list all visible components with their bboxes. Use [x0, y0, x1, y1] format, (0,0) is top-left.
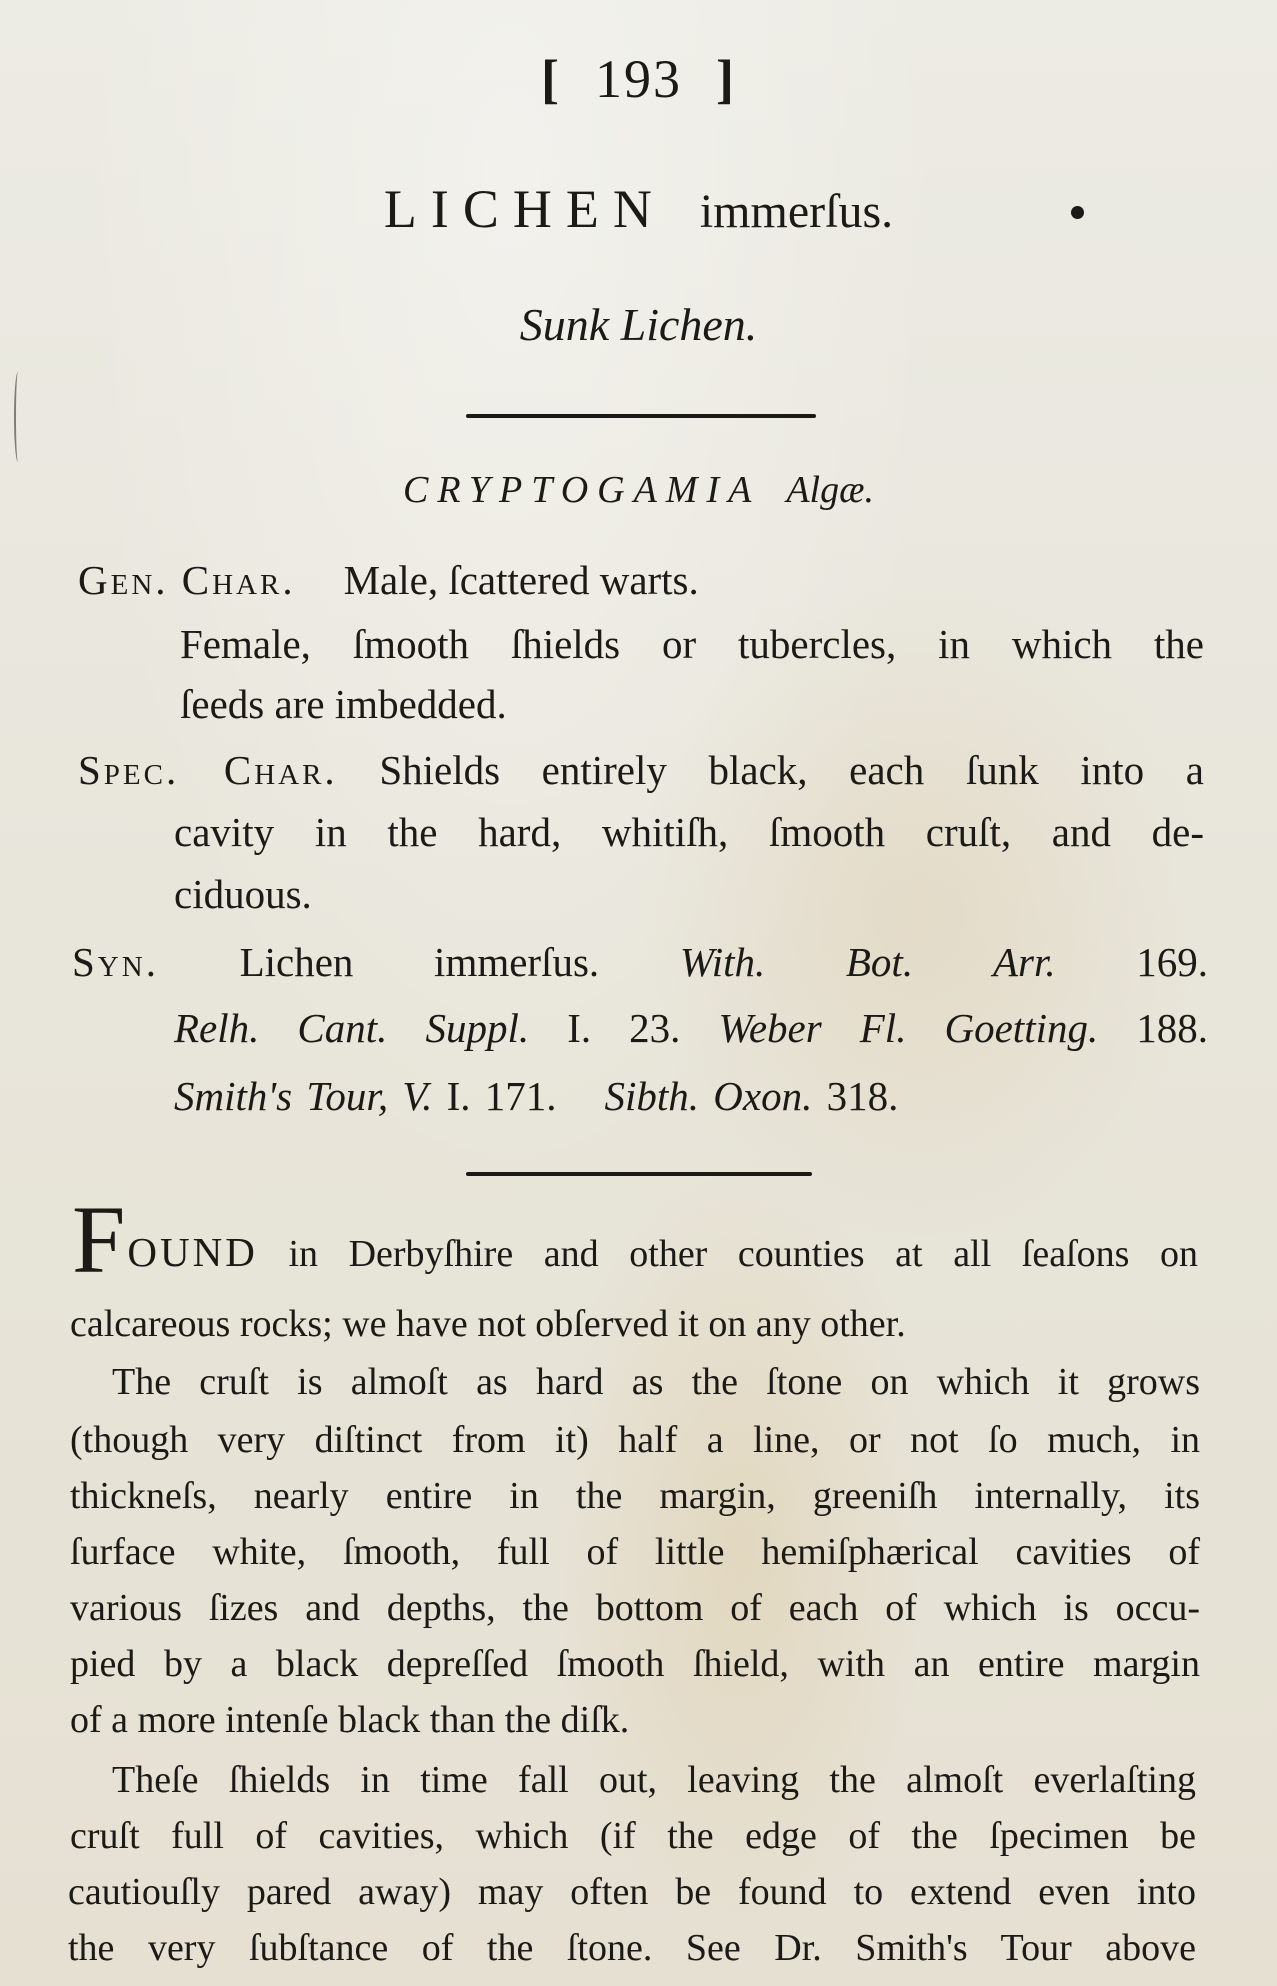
- ink-dot-mark: [1071, 206, 1084, 219]
- classification-class: CRYPTOGAMIA: [403, 469, 761, 511]
- page-number-value: 193: [595, 49, 682, 109]
- species-title: [0, 178, 1277, 240]
- opening-small-caps: OUND: [127, 1229, 258, 1275]
- spec-char-line: ciduous.: [174, 871, 312, 917]
- page-number-open-bracket: [: [541, 49, 561, 109]
- paragraph-3-line: the very ſubſtance of the ſtone. See Dr. Smith's Tour above: [68, 1927, 1196, 1969]
- synonym-reference-work: Weber Fl. Goetting.: [718, 1005, 1099, 1051]
- synonym-reference-work: Smith's Tour, V.: [174, 1073, 433, 1119]
- paragraph-2-line: thickneſs, nearly entire in the margin, greeniſh internally, its: [70, 1475, 1200, 1517]
- spec-char-label: Spec. Char.: [78, 747, 338, 793]
- paragraph-2-line: of a more intenſe black than the diſk.: [70, 1699, 630, 1741]
- species-epithet: immerſus.: [699, 185, 894, 238]
- paragraph-2-line: The cruſt is almoſt as hard as the ſtone on which it grows: [112, 1361, 1200, 1403]
- synonym-reference-work: Sibth. Oxon.: [604, 1073, 813, 1119]
- gen-char-line: Female, ſmooth ſhields or tubercles, in which the: [180, 621, 1204, 667]
- divider-rule-bottom: [466, 1172, 812, 1176]
- gen-char-label: Gen. Char.: [78, 557, 296, 603]
- spec-char-first-line: [78, 746, 1204, 794]
- synonym-reference-work: With. Bot. Arr.: [679, 939, 1056, 985]
- divider-rule-top: [466, 414, 816, 418]
- paragraph-2-line: ſurface white, ſmooth, full of little hemiſphærical cavities of: [70, 1531, 1200, 1573]
- common-name: Sunk Lichen.: [519, 299, 758, 350]
- synonyms-line-3: [174, 1072, 898, 1120]
- genus-name: LICHEN: [383, 179, 666, 239]
- paragraph-3-line: Theſe ſhields in time fall out, leaving the almoſt everlaſting: [112, 1759, 1196, 1801]
- spec-char-line: cavity in the hard, whitiſh, ſmooth cruſt, and de-: [174, 809, 1204, 855]
- spec-char-line: Shields entirely black, each ſunk into a: [379, 747, 1204, 793]
- synonym-reference-page: I. 23.: [567, 1005, 681, 1051]
- paragraph-2-line: various ſizes and depths, the bottom of each of which is occu-: [70, 1587, 1200, 1629]
- paragraph-3-line: cautiouſly pared away) may often be found to extend even into: [68, 1871, 1196, 1913]
- paragraph-3-line: cruſt full of cavities, which (if the edge of the ſpecimen be: [70, 1815, 1196, 1857]
- synonyms-line-1: [72, 938, 1208, 986]
- gen-char-line: Male, ſcattered warts.: [343, 557, 699, 603]
- paragraph-1-line: calcareous rocks; we have not obſerved it on any other.: [70, 1303, 906, 1345]
- paragraph-1-line: in Derbyſhire and other counties at all ſeaſons on: [288, 1233, 1199, 1275]
- classification-order: Algæ.: [786, 469, 874, 511]
- synonyms-label: Syn.: [72, 939, 159, 985]
- body-first-line: [72, 1186, 1199, 1293]
- gen-char-first-line: [78, 556, 699, 604]
- gen-char-line: ſeeds are imbedded.: [180, 681, 507, 727]
- page-number-close-bracket: ]: [716, 49, 736, 109]
- synonym-reference-work: Relh. Cant. Suppl.: [174, 1005, 530, 1051]
- classification: [0, 468, 1277, 512]
- synonym-reference-page: 318.: [826, 1073, 899, 1119]
- paragraph-2-line: (though very diſtinct from it) half a line, or not ſo much, in: [70, 1419, 1200, 1461]
- page-number: [0, 48, 1277, 110]
- synonym-reference-page: 169.: [1136, 939, 1209, 985]
- synonym-reference-page: I. 171.: [446, 1073, 557, 1119]
- drop-cap: F: [72, 1186, 126, 1293]
- synonym-reference-page: 188.: [1136, 1005, 1209, 1051]
- synonyms-line-2: [174, 1004, 1208, 1052]
- page-edge-mark: [14, 372, 22, 462]
- synonym-name: Lichen immerſus.: [239, 939, 600, 985]
- paragraph-2-line: pied by a black depreſſed ſmooth ſhield, with an entire margin: [70, 1643, 1200, 1685]
